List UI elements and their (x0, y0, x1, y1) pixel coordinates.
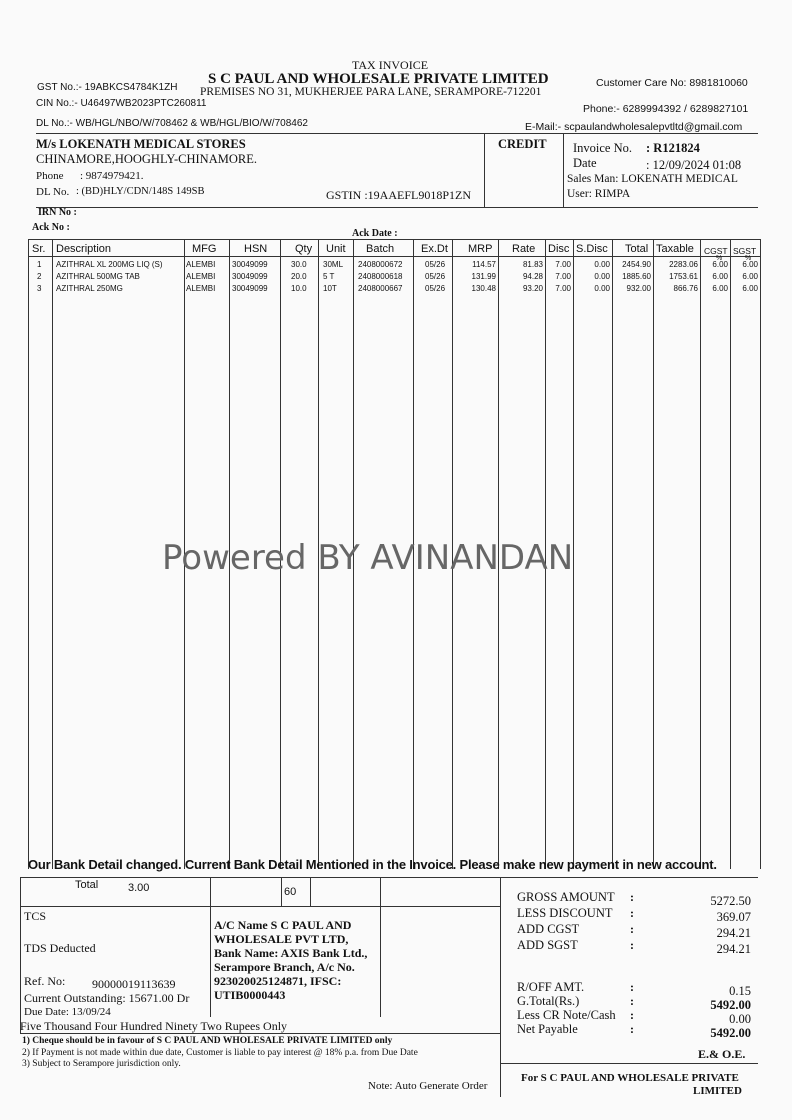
cell-batch: 2408000667 (358, 284, 403, 293)
cell-hsn: 30049099 (232, 260, 268, 269)
signatory-line1: For S C PAUL AND WHOLESALE PRIVATE (521, 1072, 739, 1084)
cell-total: 2454.90 (622, 260, 651, 269)
company-name: S C PAUL AND WHOLESALE PRIVATE LIMITED (208, 71, 549, 87)
col-header-hsn: HSN (244, 243, 268, 255)
total-value: 294.21 (716, 926, 751, 940)
total-value: 5272.50 (710, 894, 751, 908)
bank-details (214, 918, 367, 1002)
col-header-mrp: MRP (468, 243, 493, 255)
cell-qty: 10.0 (291, 284, 307, 293)
total-value: 0.15 (729, 984, 751, 998)
cell-unit: 5 T (323, 272, 335, 281)
total-colon: : (630, 922, 634, 936)
total-label: GROSS AMOUNT (517, 890, 615, 904)
cell-sr: 1 (37, 260, 42, 269)
total-value: 0.00 (729, 1012, 751, 1026)
total-value: 5492.00 (710, 1026, 751, 1040)
footer-total-label: Total (75, 879, 99, 891)
cell-sr: 3 (37, 284, 42, 293)
terms-line: 1) Cheque should be in favour of S C PAUL AND WHOLESALE PRIVATE LIMITED only (22, 1036, 393, 1046)
cell-disc: 7.00 (555, 260, 571, 269)
terms-list (22, 1036, 418, 1071)
cell-total: 932.00 (626, 284, 651, 293)
company-phone: Phone:- 6289994392 / 6289827101 (583, 103, 749, 115)
col-header-sr: Sr. (32, 243, 46, 255)
ack-number: Ack No : (32, 222, 70, 233)
col-header-disc: Disc (548, 243, 570, 255)
col-header-exdt: Ex.Dt (421, 243, 448, 255)
invoice-number: : R121824 (646, 141, 700, 155)
cell-sdisc: 0.00 (594, 272, 610, 281)
cell-mfg: ALEMBI (186, 260, 216, 269)
footer-total-value: 3.00 (128, 882, 150, 894)
due-date: Due Date: 13/09/24 (24, 1006, 111, 1018)
cell-total: 1885.60 (622, 272, 651, 281)
total-colon: : (630, 980, 634, 994)
cell-sdisc: 0.00 (594, 260, 610, 269)
buyer-name: M/s LOKENATH MEDICAL STORES (36, 137, 246, 151)
gst-number: GST No.:- 19ABKCS4784K1ZH (37, 82, 178, 93)
col-header-sdisc: S.Disc (576, 243, 608, 255)
cell-batch: 2408000672 (358, 260, 403, 269)
current-outstanding: Current Outstanding: 15671.00 Dr (24, 991, 190, 1005)
tds-label: TDS Deducted (24, 941, 96, 955)
col-header-unit: Unit (326, 243, 346, 255)
total-label: ADD CGST (517, 922, 580, 936)
cell-mrp: 114.57 (472, 260, 496, 269)
total-colon: : (630, 906, 634, 920)
cell-sdisc: 0.00 (594, 284, 610, 293)
cell-description: AZITHRAL 500MG TAB (56, 272, 140, 281)
cell-cgst: 6.00 (712, 272, 728, 281)
bank-detail-line: 923020025124871, IFSC: (214, 974, 342, 988)
terms-line: 2) If Payment is not made within due date, Customer is liable to pay interest @ 18% p.a. from Due Date (22, 1047, 418, 1058)
bank-detail-line: A/C Name S C PAUL AND (214, 918, 352, 932)
total-colon: : (630, 1008, 634, 1022)
buyer-gstin: GSTIN :19AAEFL9018P1ZN (326, 188, 472, 202)
dl-number: DL No.:- WB/HGL/NBO/W/708462 & WB/HGL/BIO/W/708462 (36, 118, 308, 129)
document-title: TAX INVOICE (352, 58, 429, 72)
cell-sgst: 6.00 (742, 272, 758, 281)
cell-sr: 2 (37, 272, 42, 281)
amount-in-words: Five Thousand Four Hundred Ninety Two Rupees Only (20, 1019, 288, 1033)
cell-description: AZITHRAL 250MG (56, 284, 123, 293)
cell-unit: 30ML (323, 260, 344, 269)
cell-cgst: 6.00 (712, 284, 728, 293)
cell-rate: 94.28 (522, 272, 543, 281)
cell-mfg: ALEMBI (186, 272, 216, 281)
cell-disc: 7.00 (555, 284, 571, 293)
footer-qty-total: 60 (284, 886, 297, 898)
irn-number: IRN No : (38, 207, 77, 218)
cell-taxable: 2283.06 (669, 260, 698, 269)
invoice-number-label: Invoice No. (573, 141, 633, 155)
total-label: G.Total(Rs.) (517, 994, 580, 1008)
total-label: Net Payable (517, 1022, 578, 1036)
total-label: R/OFF AMT. (517, 980, 585, 994)
col-header-mfg: MFG (192, 243, 217, 255)
cell-batch: 2408000618 (358, 272, 403, 281)
col-header-qty: Qty (295, 243, 313, 255)
tcs-label: TCS (24, 909, 47, 923)
signatory-line2: LIMITED (693, 1085, 742, 1097)
cell-disc: 7.00 (555, 272, 571, 281)
cell-taxable: 866.76 (673, 284, 698, 293)
ack-date: Ack Date : (352, 228, 398, 239)
bank-detail-line: WHOLESALE PVT LTD, (214, 932, 349, 946)
buyer-dl-label: DL No. (36, 186, 70, 198)
cell-exdt: 05/26 (425, 260, 446, 269)
cell-mrp: 130.48 (471, 284, 496, 293)
cell-exdt: 05/26 (425, 272, 446, 281)
buyer-address: CHINAMORE,HOOGHLY-CHINAMORE. (36, 152, 257, 166)
cell-mfg: ALEMBI (186, 284, 216, 293)
watermark-text: Powered BY AVINANDAN (162, 538, 574, 578)
sales-man: Sales Man: LOKENATH MEDICAL (567, 173, 738, 185)
col-header-description: Description (56, 243, 112, 255)
cell-sgst: 6.00 (742, 284, 758, 293)
total-colon: : (630, 890, 634, 904)
col-header-rate: Rate (512, 243, 536, 255)
bank-change-notice: Our Bank Detail changed. Current Bank Detail Mentioned in the Invoice. Please make new payment in new account. (28, 857, 717, 872)
total-colon: : (630, 994, 634, 1008)
eoe-text: E.& O.E. (698, 1047, 746, 1061)
buyer-phone-label: Phone (36, 170, 64, 182)
company-email: E-Mail:- scpaulandwholesalepvtltd@gmail.com (525, 121, 743, 133)
col-header-cgst: CGST (704, 246, 728, 256)
cell-rate: 81.83 (522, 260, 543, 269)
cell-rate: 93.20 (522, 284, 543, 293)
col-header-total: Total (625, 243, 649, 255)
user-name: User: RIMPA (567, 188, 631, 200)
col-header-batch: Batch (366, 243, 395, 255)
ref-label: Ref. No: (24, 974, 66, 988)
bank-detail-line: Serampore Branch, A/c No. (214, 960, 355, 974)
col-header-taxable: Taxable (656, 243, 694, 255)
cell-cgst: 6.00 (712, 260, 728, 269)
total-value: 369.07 (716, 910, 751, 924)
total-label: Less CR Note/Cash (517, 1008, 616, 1022)
ref-number: 90000019113639 (92, 977, 176, 991)
total-colon: : (630, 1022, 634, 1036)
total-colon: : (630, 938, 634, 952)
buyer-phone: : 9874979421. (80, 170, 144, 182)
cell-qty: 30.0 (291, 260, 307, 269)
cell-mrp: 131.99 (471, 272, 496, 281)
col-header-cgst-pct: % (716, 255, 723, 262)
company-address: PREMISES NO 31, MUKHERJEE PARA LANE, SERAMPORE-712201 (200, 86, 542, 98)
cell-description: AZITHRAL XL 200MG LIQ (S) (56, 260, 163, 269)
invoice-date: : 12/09/2024 01:08 (646, 158, 742, 172)
cell-taxable: 1753.61 (669, 272, 698, 281)
buyer-dl: : (BD)HLY/CDN/148S 149SB (76, 186, 205, 197)
bank-detail-line: Bank Name: AXIS Bank Ltd., (214, 946, 368, 960)
total-value: 5492.00 (710, 998, 751, 1012)
cell-sgst: 6.00 (742, 260, 758, 269)
total-value: 294.21 (716, 942, 751, 956)
col-header-sgst-pct: % (745, 255, 752, 262)
cell-hsn: 30049099 (232, 272, 268, 281)
total-label: ADD SGST (517, 938, 578, 952)
cell-qty: 20.0 (291, 272, 307, 281)
cell-hsn: 30049099 (232, 284, 268, 293)
customer-care: Customer Care No: 8981810060 (596, 77, 748, 89)
invoice-date-label: Date (573, 156, 597, 170)
cell-unit: 10T (323, 284, 337, 293)
payment-mode: CREDIT (498, 137, 547, 151)
bank-detail-line: UTIB0000443 (214, 988, 286, 1002)
col-header-sgst: SGST (733, 246, 757, 256)
terms-line: 3) Subject to Serampore jurisdiction only. (22, 1059, 181, 1069)
total-label: LESS DISCOUNT (517, 906, 613, 920)
auto-generate-note: Note: Auto Generate Order (368, 1080, 488, 1092)
cin-number: CIN No.:- U46497WB2023PTC260811 (36, 98, 207, 109)
cell-exdt: 05/26 (425, 284, 446, 293)
